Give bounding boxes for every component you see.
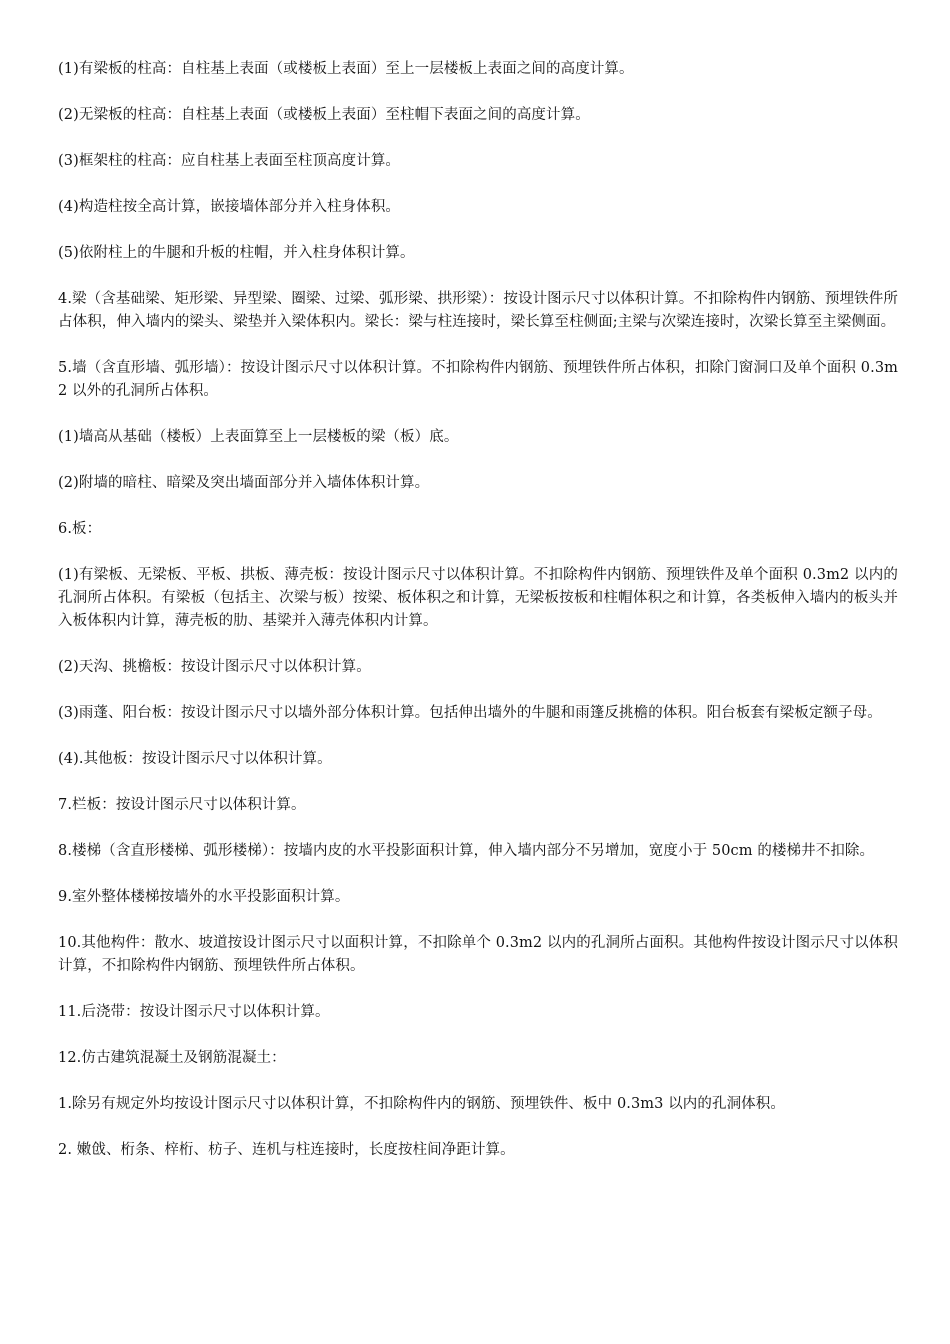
paragraph-other-slabs: (4).其他板：按设计图示尺寸以体积计算。	[58, 751, 332, 767]
paragraph-antique-concrete-heading: 12.仿古建筑混凝土及钢筋混凝土：	[58, 1050, 286, 1066]
paragraph-column-height-flat-slab: (2)无梁板的柱高：自柱基上表面（或楼板上表面）至柱帽下表面之间的高度计算。	[58, 107, 590, 123]
paragraph-canopy-balcony: (3)雨蓬、阳台板：按设计图示尺寸以墙外部分体积计算。包括伸出墙外的牛腿和雨篷反挑檐的体积。阳台板套有梁板定额子母。	[58, 705, 882, 721]
paragraph-wall-hidden-column: (2)附墙的暗柱、暗梁及突出墙面部分并入墙体体积计算。	[58, 475, 430, 491]
paragraph-outdoor-stairs: 9.室外整体楼梯按墙外的水平投影面积计算。	[58, 889, 350, 905]
paragraph-other-members: 10.其他构件：散水、坡道按设计图示尺寸以面积计算，不扣除单个 0.3m2 以内的孔洞所占面积。其他构件按设计图示尺寸以体积计算，不扣除构件内钢筋、预埋铁件所占体积。	[58, 935, 898, 974]
paragraph-slabs-heading: 6.板：	[58, 521, 102, 537]
paragraph-antique-volume: 1.除另有规定外均按设计图示尺寸以体积计算，不扣除构件内的钢筋、预埋铁件、板中 0.3m3 以内的孔洞体积。	[58, 1096, 785, 1112]
paragraph-parapet: 7.栏板：按设计图示尺寸以体积计算。	[58, 797, 306, 813]
paragraph-column-height-beam-slab: (1)有梁板的柱高：自柱基上表面（或楼板上表面）至上一层楼板上表面之间的高度计算。	[58, 61, 634, 77]
paragraph-stairs: 8.楼梯（含直形楼梯、弧形楼梯）：按墙内皮的水平投影面积计算，伸入墙内部分不另增加，宽度小于 50cm 的楼梯井不扣除。	[58, 843, 875, 859]
paragraph-walls: 5.墙（含直形墙、弧形墙）：按设计图示尺寸以体积计算。不扣除构件内钢筋、预埋铁件所占体积，扣除门窗洞口及单个面积 0.3m2 以外的孔洞所占体积。	[58, 360, 898, 399]
document-page	[58, 58, 898, 1185]
paragraph-beams: 4.梁（含基础梁、矩形梁、异型梁、圈梁、过梁、弧形梁、拱形梁）：按设计图示尺寸以体积计算。不扣除构件内钢筋、预埋铁件所占体积，伸入墙内的梁头、梁垫并入梁体积内。梁长：梁与柱连接时，梁长算至柱侧面;主梁与次梁连接时，次梁长算至主梁侧面。	[58, 291, 898, 330]
paragraph-wall-height: (1)墙高从基础（楼板）上表面算至上一层楼板的梁（板）底。	[58, 429, 459, 445]
paragraph-gutter-eave: (2)天沟、挑檐板：按设计图示尺寸以体积计算。	[58, 659, 371, 675]
paragraph-antique-purlins: 2. 嫩戗、桁条、梓桁、枋子、连机与柱连接时，长度按柱间净距计算。	[58, 1142, 515, 1158]
paragraph-corbel-capital: (5)依附柱上的牛腿和升板的柱帽，并入柱身体积计算。	[58, 245, 415, 261]
paragraph-structural-column: (4)构造柱按全高计算，嵌接墙体部分并入柱身体积。	[58, 199, 401, 215]
paragraph-post-cast-strip: 11.后浇带：按设计图示尺寸以体积计算。	[58, 1004, 330, 1020]
paragraph-slab-types: (1)有梁板、无梁板、平板、拱板、薄壳板：按设计图示尺寸以体积计算。不扣除构件内钢筋、预埋铁件及单个面积 0.3m2 以内的孔洞所占体积。有梁板（包括主、次梁与板）按梁、板体积之和计算，无梁板按板和柱帽体积之和计算，各类板伸入墙内的板头并入板体积内计算，薄壳板的肋、基梁并入薄壳体积内计算。	[58, 567, 898, 629]
paragraph-column-height-frame: (3)框架柱的柱高：应自柱基上表面至柱顶高度计算。	[58, 153, 401, 169]
